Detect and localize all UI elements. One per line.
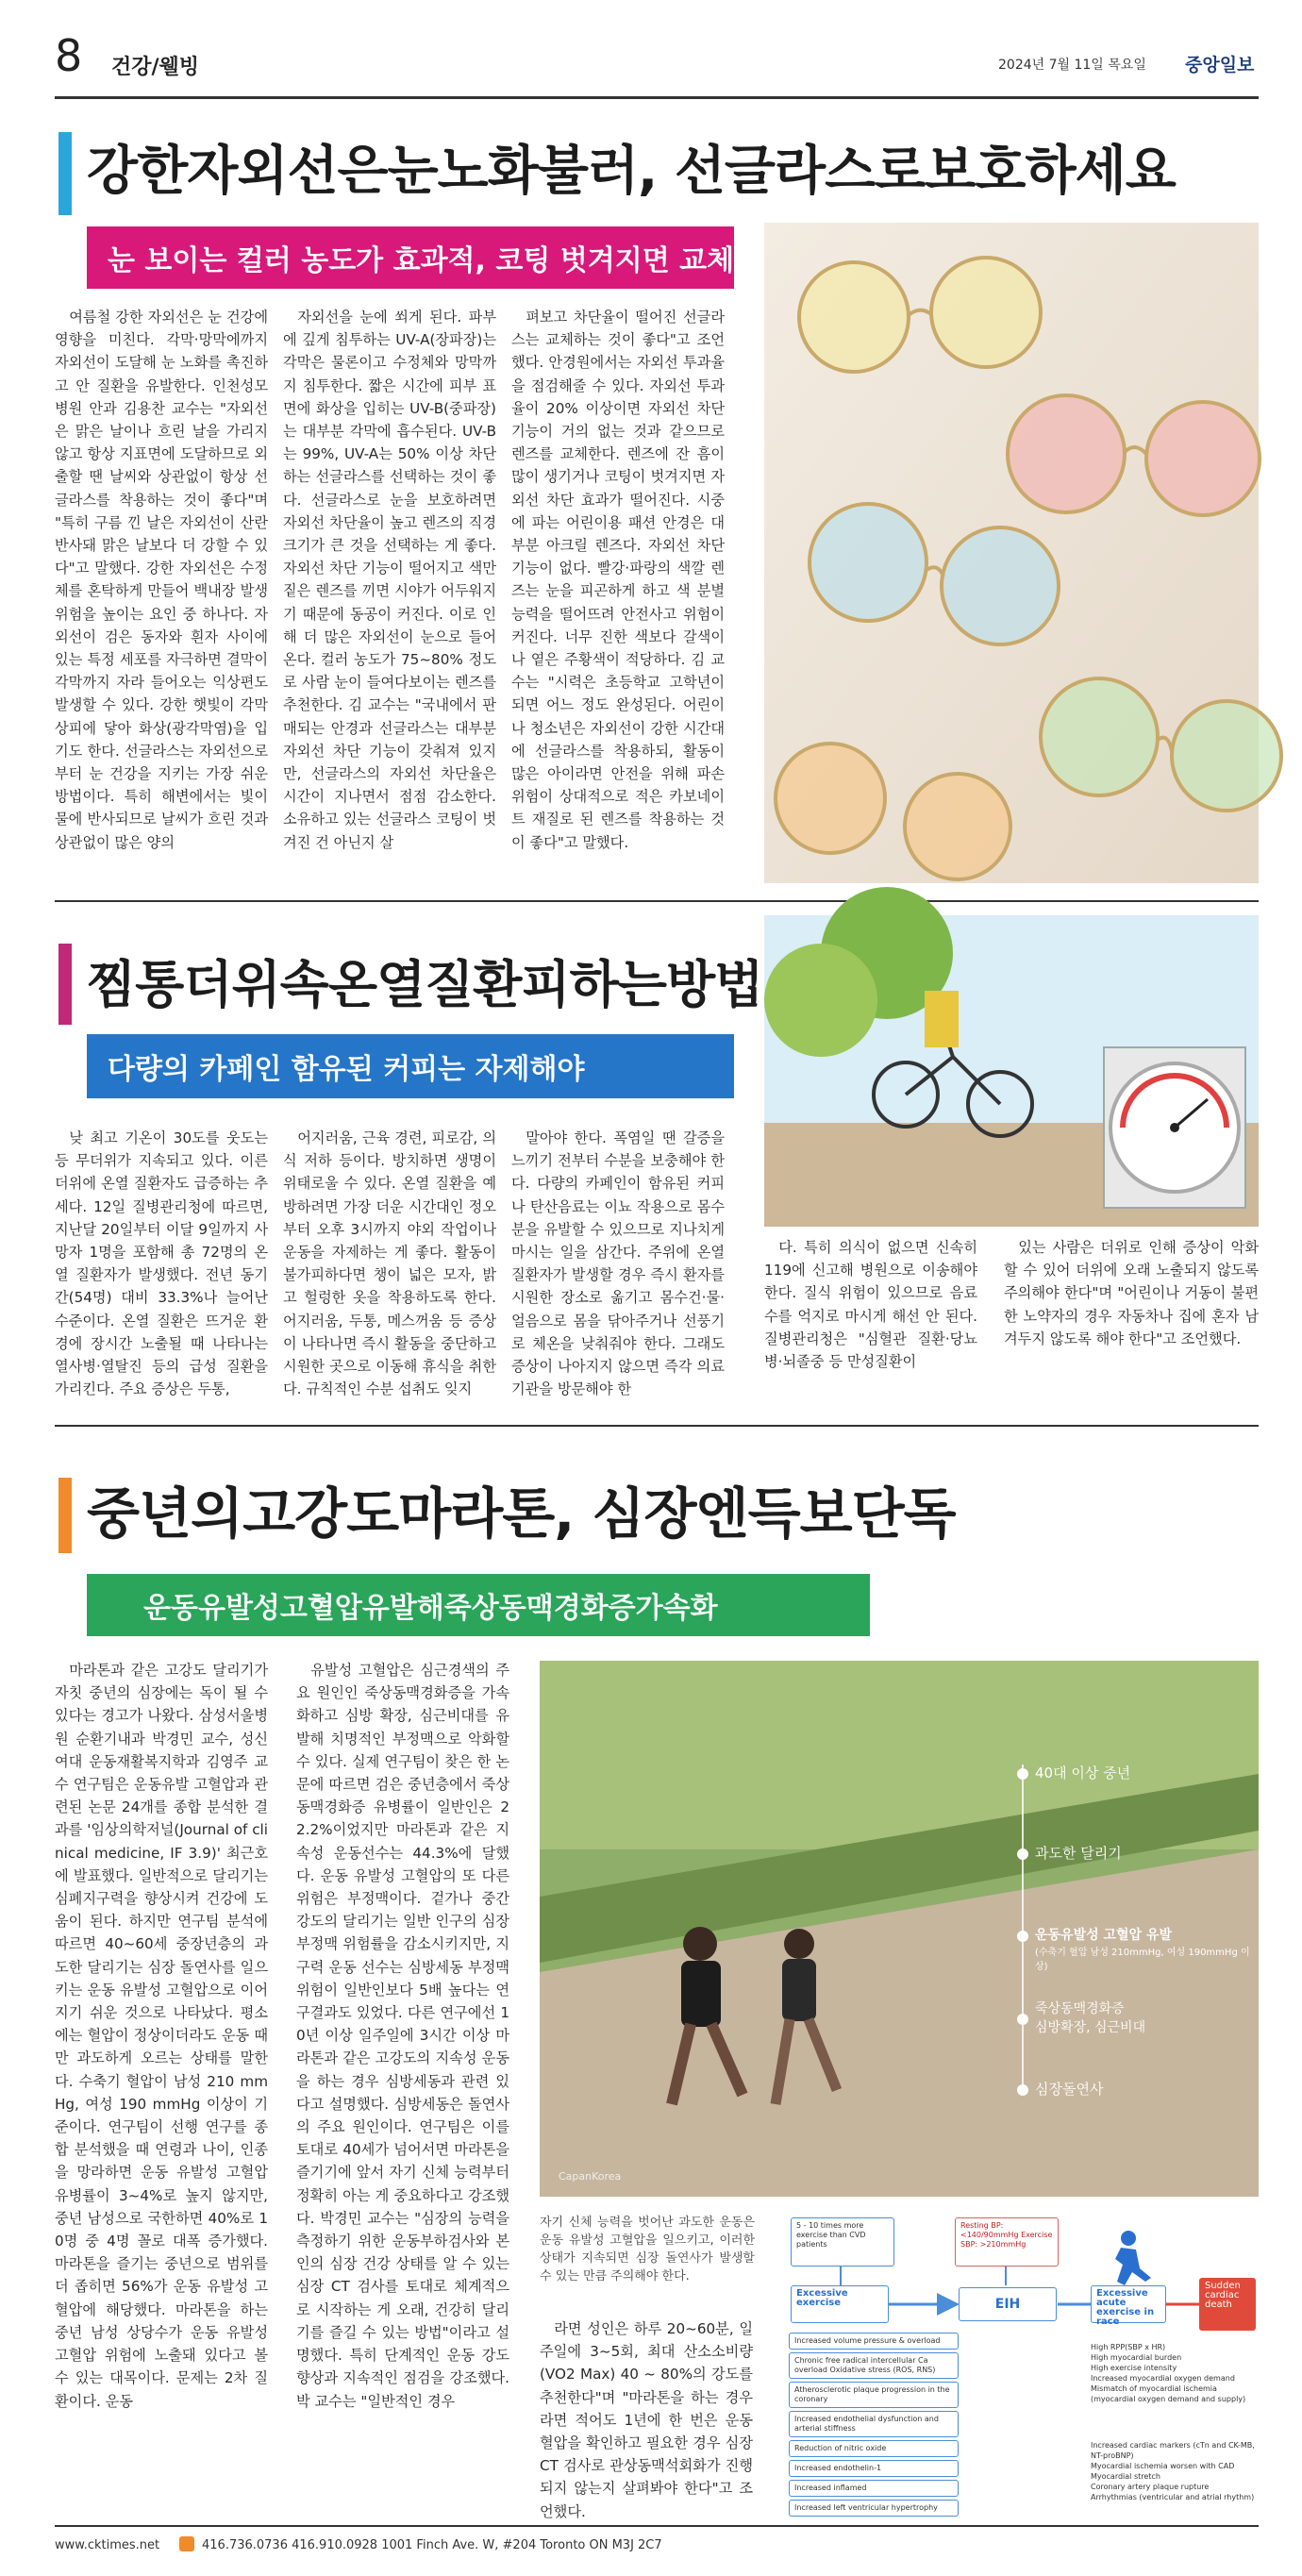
footer-rule bbox=[55, 2525, 1259, 2527]
article1-column-2: 자외선을 눈에 쐬게 된다. 파부에 깊게 침투하는 UV-A(장파장)는 각막은 물론이고 수정체와 망막까지 침투한다. 짧은 시간에 피부 표면에 화상을 입히는 UV-B(중파장)는 대부분 각막에 흡수된다. UV-B는 99%, UV-A는 50% 이상 차단하는 선글라스를 선택하는 것이 좋다. 선글라스로 눈을 보호하려면 자외선 차단율이 높고 렌즈의 직경 크기가 큰 것을 선택하는 게 좋다. 자외선 차단 기능이 떨어지고 색만 짙은 렌즈를 끼면 시야가 어두워지기 때문에 동공이 커진다. 이로 인해 더 많은 자외선이 눈으로 들어온다. 컬러 농도가 75~80% 정도로 사람 눈이 들여다보이는 렌즈를 추천한다. 김 교수는 "국내에서 판매되는 안경과 선글라스는 대부분 자외선 차단 기능이 갖춰져 있지만, 선글라스의 자외선 차단율은 시간이 지나면서 점점 감소한다. 소유하고 있는 선글라스 코팅이 벗겨진 건 아닌지 살 bbox=[283, 309, 496, 851]
article1-headline: 강한자외선은눈노화불러, 선글라스로보호하세요 bbox=[87, 141, 1176, 202]
diagram-item: Reduction of nitric oxide bbox=[789, 2440, 959, 2457]
phone-icon bbox=[179, 2536, 194, 2551]
headline-accent-bar bbox=[58, 1478, 72, 1553]
article2-headline: 찜통더위속온열질환피하는방법 bbox=[87, 955, 763, 1014]
diagram-list-right-top bbox=[1091, 2342, 1257, 2404]
diagram-sudden-death: Sudden cardiac death bbox=[1199, 2278, 1256, 2331]
diagram-item: Increased myocardial oxygen demand bbox=[1091, 2374, 1235, 2383]
photo-label-atherosclerosis: 죽상동맥경화증 bbox=[1035, 2001, 1125, 2016]
sunglasses-photo bbox=[764, 223, 1259, 883]
footer bbox=[55, 2534, 1259, 2563]
diagram-item: Coronary artery plaque rupture bbox=[1091, 2483, 1210, 2491]
article2-subhead: 다량의 카페인 함유된 커피는 자제해야 bbox=[87, 1034, 734, 1098]
page-number: 8 bbox=[55, 30, 83, 81]
diagram-item: Increased cardiac markers (cTn and CK-MB, NT-proBNP) bbox=[1091, 2441, 1255, 2460]
thermometer-photo bbox=[764, 915, 1259, 1227]
footer-contact: 416.736.0736 416.910.0928 1001 Finch Ave. W, #204 Toronto ON M3J 2C7 bbox=[202, 2538, 662, 2552]
headline-accent-bar bbox=[58, 944, 72, 1025]
photo-label-death: 심장돌연사 bbox=[1035, 2081, 1104, 2098]
article2-column-5: 있는 사람은 더위로 인해 증상이 악화할 수 있어 더위에 오래 노출되지 않도록 주의해야 한다"며 "어린이나 거동이 불편한 노약자의 경우 자동차나 집에 혼자 남겨두지 않도록 해야 한다"고 조언했다. bbox=[1004, 1239, 1259, 1347]
thermometer-dial bbox=[1110, 1063, 1239, 1192]
article1-column-3: 펴보고 차단율이 떨어진 선글라스는 교체하는 것이 좋다"고 조언했다. 안경원에서는 자외선 투과율을 점검해줄 수 있다. 자외선 투과율이 20% 이상이면 자외선 차단 기능이 거의 없는 것과 같으므로 렌즈를 교체한다. 렌즈에 잔 흠이 많이 생기거나 코팅이 벗겨지면 자외선 차단 효과가 떨어진다. 시중에 파는 어린이용 패션 안경은 대부분 아크릴 렌즈다. 자외선 차단 기능이 없다. 빨강·파랑의 색깔 렌즈는 눈을 피곤하게 하고 색 분별 능력을 떨어뜨려 안전사고 위험이 커진다. 너무 진한 색보다 갈색이나 옅은 주황색이 적당하다. 김 교수는 "시력은 초등학교 고학년이 되면 어느 정도 완성된다. 어린이나 청소년은 자외선이 강한 시간대에 선글라스를 착용하되, 활동이 많은 아이라면 안전을 위해 파손 위험이 상대적으로 적은 카보네이트 재질로 된 렌즈를 착용하는 것이 좋다"고 말했다. bbox=[511, 309, 725, 851]
diagram-item: High exercise intensity bbox=[1091, 2364, 1177, 2372]
article3-column-3: 라면 성인은 하루 20~60분, 일주일에 3~5회, 최대 산소소비량(VO2 Max) 40 ~ 80%의 강도를 추천한다"며 "마라톤을 하는 경우라면 적어도 1년에 한 번은 운동 혈압을 확인하고 필요한 경우 심장 CT 검사로 관상동맥석회화가 진행되지 않는지 살펴봐야 한다"고 조언했다. bbox=[540, 2320, 753, 2520]
article2-column-3: 말아야 한다. 폭염일 땐 갈증을 느끼기 전부터 수분을 보충해야 한다. 다량의 카페인이 함유된 커피나 탄산음료는 이뇨 작용으로 몸수분을 유발할 수 있으므로 지나치게 마시는 일을 삼간다. 주위에 온열 질환자가 발생할 경우 즉시 환자를 시원한 장소로 옮기고 몸수건·물·얼음으로 몸을 닦아주거나 선풍기로 체온을 낮춰줘야 한다. 그래도 증상이 나아지지 않으면 즉각 의료기관을 방문해야 한 bbox=[511, 1129, 725, 1398]
diagram-excessive-exercise: Excessive exercise bbox=[791, 2285, 889, 2323]
diagram-item: High RPP(SBP x HR) bbox=[1091, 2343, 1166, 2351]
photo-label-age: 40대 이상 중년 bbox=[1035, 1765, 1131, 1781]
diagram-box-bp: Resting BP: <140/90mmHg Exercise SBP: >210mmHg bbox=[955, 2217, 1059, 2267]
diagram-item: Arrhythmias (ventricular and atrial rhythm) bbox=[1091, 2493, 1255, 2501]
paper-logo: 중앙일보 bbox=[1185, 55, 1255, 75]
diagram-acute-exercise: Excessive acute exercise in race bbox=[1091, 2285, 1166, 2323]
article3-subhead: 운동유발성고혈압유발해죽상동맥경화증가속화 bbox=[87, 1574, 870, 1636]
diagram-item: Increased volume pressure & overload bbox=[789, 2333, 959, 2350]
section-label: 건강/웰빙 bbox=[111, 56, 200, 79]
diagram-list-left bbox=[789, 2333, 959, 2519]
diagram-item: Increased left ventricular hypertrophy bbox=[789, 2500, 959, 2517]
diagram-item: Myocardial stretch bbox=[1091, 2472, 1160, 2481]
article3-column-2: 유발성 고혈압은 심근경색의 주요 원인인 죽상동맥경화증을 가속화하고 심방 확장, 심근비대를 유발해 치명적인 부정맥으로 악화할 수 있다. 실제 연구팀이 찾은 한 논문에 따르면 검은 중년층에서 죽상동맥경화증 유병률이 일반인은 22.2%이었지만 마라톤과 같은 지속성 운동선수는 44.3%에 달했다. 운동 유발성 고혈압의 또 다른 위험은 부정맥이다. 겉가나 중간 강도의 달리기는 일반 인구의 심장 부정맥 위험률을 감소시키지만, 지구력 운동 선수는 심방세동 부정맥 위험이 일반인보다 5배 높다는 연구결과도 있었다. 다른 연구에선 10년 이상 일주일에 3시간 이상 마라톤과 같은 고강도의 지속성 운동을 하는 경우 심방세동과 관련 있다고 설명했다. 심방세동은 돌연사의 주요 원인이다. 연구팀은 이를 토대로 40세가 넘어서면 마라톤을 즐기기에 앞서 자기 신체 능력부터 정확히 아는 게 중요하다고 강조했다. 박경민 교수는 "심장의 능력을 측정하기 위한 운동부하검사와 본인의 심장 건강 상태를 알 수 있는 심장 CT 검사를 토대로 체계적으로 시작하는 게 오래, 건강히 달리기를 즐길 수 있는 방법"이라고 설명했다. 특히 단계적인 운동 강도 향상과 지속적인 점검을 강조했다. 박 교수는 "일반적인 경우 bbox=[296, 1662, 509, 2410]
eih-diagram bbox=[770, 2210, 1259, 2521]
diagram-item: High myocardial burden bbox=[1091, 2353, 1182, 2362]
diagram-item: Chronic free radical intercellular Ca overload Oxidative stress (ROS, RNS) bbox=[789, 2352, 959, 2379]
article-divider bbox=[55, 1425, 1259, 1427]
article3-column-1: 마라톤과 같은 고강도 달리기가 자칫 중년의 심장에는 독이 될 수 있다는 경고가 나왔다. 삼성서울병원 순환기내과 박경민 교수, 성신여대 운동재활복지학과 김영주 교수 연구팀은 운동유발 고혈압과 관련된 논문 24개를 종합 분석한 결과를 '임상의학저널(Journal of clinical medicine, IF 3.9)' 최근호에 발표했다. 일반적으로 달리기는 심폐지구력을 향상시켜 건강에 도움이 된다. 하지만 연구팀 분석에 따르면 40~60세 중장년층의 과도한 달리기는 심장 돌연사를 일으키는 운동 유발성 고혈압으로 이어지기 쉬운 것으로 나타났다. 평소에는 혈압이 정상이더라도 운동 때만 과도하게 오르는 상태를 말한다. 수축기 혈압이 남성 210 mmHg, 여성 190 mmHg 이상이 기준이다. 연구팀이 선행 연구를 종합 분석했을 때 연령과 나이, 인종을 망라하면 운동 유발성 고혈압 유병률이 3~4%로 높지 않지만, 중년 남성으로 국한하면 40%로 10명 중 4명 꼴로 대폭 증가했다. 마라톤을 즐기는 중년으로 범위를 더 좁히면 56%가 운동 유발성 고혈압에 해당했다. 마라톤을 하는 중년 남성 상당수가 운동 유발성 고혈압 위험에 노출돼 있다고 볼 수 있는 대목이다. 문제는 2차 질환이다. 운동 bbox=[55, 1662, 268, 2410]
diagram-item: Increased inflamed bbox=[789, 2480, 959, 2497]
diagram-item: Mismatch of myocardial ischemia (myocardial oxygen demand and supply) bbox=[1091, 2384, 1246, 2403]
article2-column-2: 어지러움, 근육 경련, 피로감, 의식 저하 등이다. 방치하면 생명이 위태로울 수 있다. 온열 질환을 예방하려면 가장 더운 시간대인 정오부터 오후 3시까지 야외 작업이나 운동을 자제하는 게 좋다. 활동이 불가피하다면 챙이 넓은 모자, 밝고 헐렁한 옷을 착용하도록 한다. 어지러움, 두통, 메스꺼움 등 증상이 나타나면 즉시 활동을 중단하고 시원한 곳으로 이동해 휴식을 취한다. 규칙적인 수분 섭취도 잊지 bbox=[283, 1129, 496, 1398]
photo-label-atrial: 심방확장, 심근비대 bbox=[1035, 2020, 1146, 2035]
photo-credit: CapanKorea bbox=[559, 2170, 622, 2183]
article2-column-1: 낮 최고 기온이 30도를 웃도는 등 무더위가 지속되고 있다. 이른 더위에 온열 질환자도 급증하는 추세다. 12일 질병관리청에 따르면, 지난달 20일부터 이달 9일까지 사망자 1명을 포함해 총 72명의 온열 질환자가 발생했다. 전년 동기간(54명) 대비 33.3%나 늘어난 수준이다. 온열 질환은 뜨거운 환경에 장시간 노출될 때 나타나는 열사병·열탈진 등의 급성 질환을 가리킨다. 주요 증상은 두통, bbox=[55, 1129, 268, 1398]
marathon-photo bbox=[540, 1661, 1259, 2197]
diagram-item: Increased endothelin-1 bbox=[789, 2460, 959, 2477]
photo-caption: 자기 신체 능력을 벗어난 과도한 운동은 운동 유발성 고혈압을 일으키고, 이러한 상태가 지속되면 심장 돌연사가 발생할 수 있는 만큼 주의해야 한다. bbox=[540, 2216, 755, 2283]
photo-label-eih: 운동유발성 고혈압 유발 bbox=[1035, 1928, 1172, 1943]
diagram-item: Myocardial ischemia worsen with CAD bbox=[1091, 2462, 1235, 2470]
photo-label-bp: (수축기 혈압 남성 210mmHg, 여성 190mmHg 이상) bbox=[1035, 1948, 1250, 1972]
runner-icon bbox=[1115, 2231, 1151, 2285]
footer-url[interactable]: www.cktimes.net bbox=[55, 2538, 160, 2552]
page-header bbox=[55, 30, 1262, 96]
headline-accent-bar bbox=[58, 132, 72, 215]
photo-label-running: 과도한 달리기 bbox=[1035, 1845, 1122, 1862]
diagram-item: Increased endothelial dysfunction and arterial stiffness bbox=[789, 2411, 959, 2437]
diagram-list-right-bottom bbox=[1091, 2440, 1257, 2502]
article1-subhead: 눈 보이는 컬러 농도가 효과적, 코팅 벗겨지면 교체 bbox=[87, 226, 734, 289]
diagram-item: Atherosclerotic plaque progression in the coronary bbox=[789, 2382, 959, 2408]
article1-column-1: 여름철 강한 자외선은 눈 건강에 영향을 미친다. 각막·망막에까지 자외선이 도달해 눈 노화를 촉진하고 안 질환을 유발한다. 인천성모병원 안과 김용찬 교수는 "자외선은 맑은 날이나 흐린 날을 가리지 않고 항상 지표면에 도달하므로 외출할 땐 날씨와 상관없이 항상 선글라스를 착용하는 것이 좋다"며 "특히 구름 낀 날은 자외선이 산란반사돼 맑은 날보다 더 강할 수 있다"고 말했다. 강한 자외선은 수정체를 혼탁하게 만들어 백내장 발생 위험을 높이는 요인 중 하나다. 자외선이 검은 동자와 흰자 사이에 있는 특정 세포를 자극하면 결막이 각막까지 자라 들어오는 익상편도 발생할 수 있다. 강한 햇빛이 각막 상피에 닿아 화상(광각막염)을 입기도 한다. 선글라스는 자외선으로부터 눈 건강을 지키는 가장 쉬운 방법이다. 특히 해변에서는 빛이 물에 반사되므로 날씨가 흐린 것과 상관없이 많은 양의 bbox=[55, 309, 268, 851]
article-divider bbox=[55, 900, 1259, 902]
diagram-box-volume: 5 - 10 times more exercise than CVD patients bbox=[791, 2217, 894, 2267]
issue-date: 2024년 7월 11일 목요일 bbox=[998, 58, 1146, 73]
diagram-eih: EIH bbox=[959, 2287, 1057, 2321]
article2-column-4: 다. 특히 의식이 없으면 신속히 119에 신고해 병원으로 이송해야 한다. 질식 위험이 있으므로 음료수를 억지로 마시게 해선 안 된다. 질병관리청은 "심혈관 질환·당뇨병·뇌졸중 등 만성질환이 bbox=[764, 1239, 977, 1371]
header-rule bbox=[55, 96, 1259, 99]
article3-headline: 중년의고강도마라톤, 심장엔득보단독 bbox=[87, 1481, 956, 1546]
